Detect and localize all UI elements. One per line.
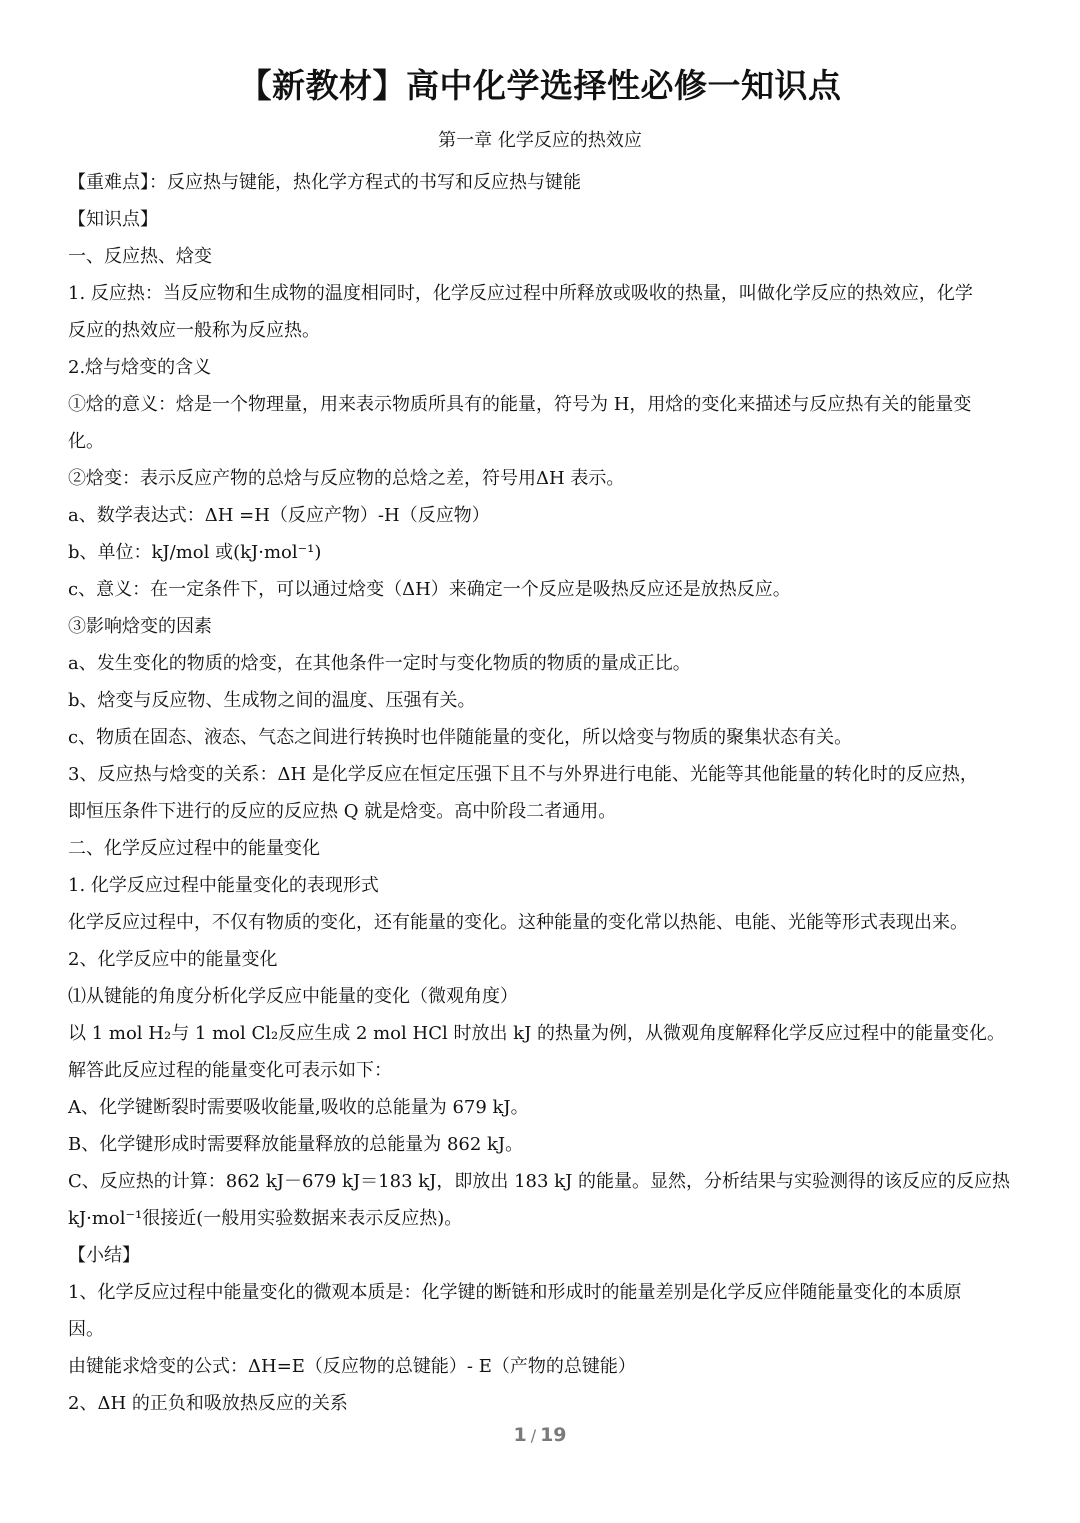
paragraph-line: 以 1 mol H₂与 1 mol Cl₂反应生成 2 mol HCl 时放出 kJ 的热量为例，从微观角度解释化学反应过程中的能量变化。 bbox=[68, 1023, 1006, 1044]
page-separator: / bbox=[530, 1426, 537, 1445]
chapter-heading: 第一章 化学反应的热效应 bbox=[438, 130, 642, 151]
subsection-heading: 1. 化学反应过程中能量变化的表现形式 bbox=[68, 875, 379, 896]
paragraph-line: c、物质在固态、液态、气态之间进行转换时也伴随能量的变化，所以焓变与物质的聚集状态有关。 bbox=[68, 727, 853, 748]
subsection-heading: 2、化学反应中的能量变化 bbox=[68, 949, 278, 970]
paragraph-line: b、单位：kJ/mol 或(kJ·mol⁻¹) bbox=[68, 542, 322, 563]
key-points-line: 【重难点】：反应热与键能，热化学方程式的书写和反应热与键能 bbox=[68, 172, 581, 193]
paragraph-line: C、反应热的计算：862 kJ－679 kJ＝183 kJ，即放出 183 kJ 的能量。显然，分析结果与实验测得的该反应的反应热 bbox=[68, 1171, 1011, 1192]
section-heading: 二、化学反应过程中的能量变化 bbox=[68, 838, 320, 859]
page-number bbox=[0, 1424, 1080, 1446]
subsection-heading: 2.焓与焓变的含义 bbox=[68, 357, 212, 378]
paragraph-line: c、意义：在一定条件下，可以通过焓变（ΔH）来确定一个反应是吸热反应还是放热反应。 bbox=[68, 579, 791, 600]
knowledge-heading: 【知识点】 bbox=[68, 209, 158, 230]
section-heading: 一、反应热、焓变 bbox=[68, 246, 212, 267]
paragraph-line: 因。 bbox=[68, 1319, 104, 1340]
paragraph-line: ②焓变：表示反应产物的总焓与反应物的总焓之差，符号用ΔH 表示。 bbox=[68, 468, 625, 489]
paragraph-line: B、化学键形成时需要释放能量释放的总能量为 862 kJ。 bbox=[68, 1134, 524, 1155]
paragraph-line: 由键能求焓变的公式：ΔH=E（反应物的总键能）- E（产物的总键能） bbox=[68, 1356, 636, 1377]
paragraph-line: ①焓的意义：焓是一个物理量，用来表示物质所具有的能量，符号为 H，用焓的变化来描述与反应热有关的能量变 bbox=[68, 394, 972, 415]
paragraph-line: a、数学表达式：ΔH =H（反应产物）-H（反应物） bbox=[68, 505, 490, 526]
paragraph-line: b、焓变与反应物、生成物之间的温度、压强有关。 bbox=[68, 690, 476, 711]
subsection-heading: ③影响焓变的因素 bbox=[68, 616, 212, 637]
current-page: 1 bbox=[513, 1424, 527, 1446]
paragraph-line: kJ·mol⁻¹很接近(一般用实验数据来表示反应热)。 bbox=[68, 1208, 463, 1229]
paragraph-line: 化学反应过程中，不仅有物质的变化，还有能量的变化。这种能量的变化常以热能、电能、光能等形式表现出来。 bbox=[68, 912, 968, 933]
summary-heading: 【小结】 bbox=[68, 1245, 140, 1266]
subsection-heading: ⑴从键能的角度分析化学反应中能量的变化（微观角度） bbox=[68, 986, 518, 1007]
paragraph-line: 即恒压条件下进行的反应的反应热 Q 就是焓变。高中阶段二者通用。 bbox=[68, 801, 617, 822]
total-pages: 19 bbox=[540, 1424, 567, 1446]
document-title: 【新教材】高中化学选择性必修一知识点 bbox=[238, 66, 842, 105]
paragraph-line: 化。 bbox=[68, 431, 104, 452]
paragraph-line: 反应的热效应一般称为反应热。 bbox=[68, 320, 320, 341]
document-body bbox=[68, 164, 1028, 1422]
paragraph-line: 2、ΔH 的正负和吸放热反应的关系 bbox=[68, 1393, 348, 1414]
paragraph-line: 解答此反应过程的能量变化可表示如下： bbox=[68, 1060, 392, 1081]
paragraph-line: a、发生变化的物质的焓变，在其他条件一定时与变化物质的物质的量成正比。 bbox=[68, 653, 691, 674]
paragraph-line: 3、反应热与焓变的关系：ΔH 是化学反应在恒定压强下且不与外界进行电能、光能等其他能量的转化时的反应热， bbox=[68, 764, 978, 785]
paragraph-line: 1. 反应热：当反应物和生成物的温度相同时，化学反应过程中所释放或吸收的热量，叫做化学反应的热效应，化学 bbox=[68, 283, 973, 304]
paragraph-line: 1、化学反应过程中能量变化的微观本质是：化学键的断链和形成时的能量差别是化学反应伴随能量变化的本质原 bbox=[68, 1282, 962, 1303]
paragraph-line: A、化学键断裂时需要吸收能量,吸收的总能量为 679 kJ。 bbox=[68, 1097, 529, 1118]
